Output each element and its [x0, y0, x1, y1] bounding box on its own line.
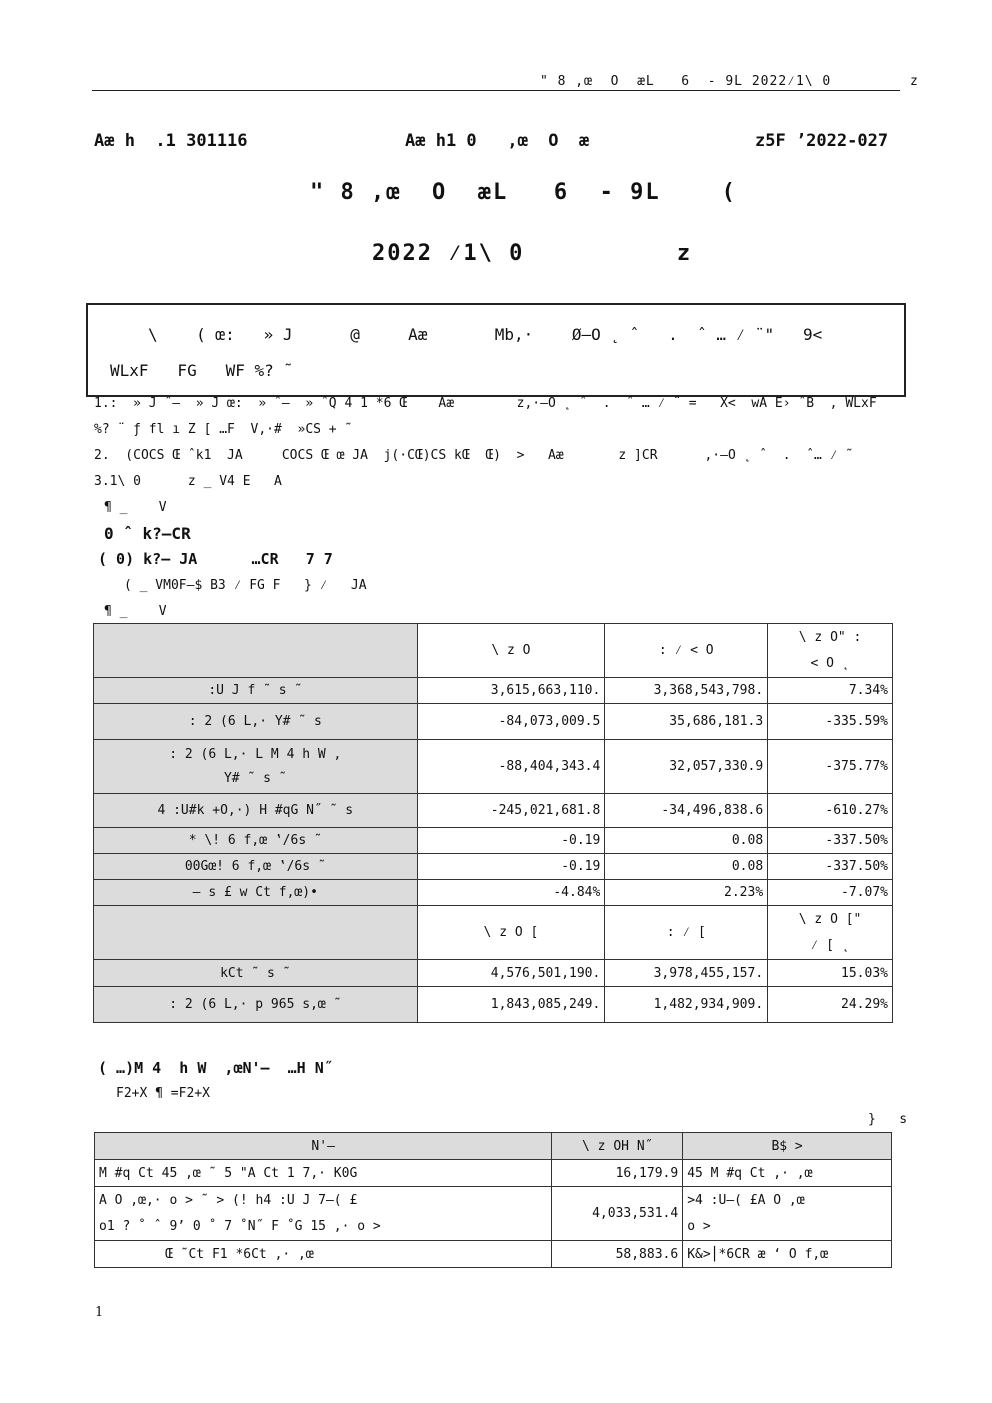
table-row — [94, 704, 893, 740]
item-name: A O ,œ,· o > ˜ > (! h4 :U J 7–( £ o1 ? ˚ ˆ 9’ 0 ˚ 7 ˚N˝ F ˚G 15 ,· o > — [95, 1187, 552, 1241]
non-recurring-items-table — [94, 1132, 892, 1268]
table-header-cell: \ z OH N˝ — [552, 1133, 683, 1160]
change-value: -7.07% — [768, 880, 893, 906]
item-description: K&>⎪*6CR æ ‘ O f,œ — [683, 1241, 892, 1268]
table-row — [94, 880, 893, 906]
page-number: 1 — [95, 1305, 104, 1320]
table-row — [95, 1187, 892, 1241]
change-value: 24.29% — [768, 987, 893, 1023]
row-label: 00Gœ! 6 f,œ ‛/6s ˜ — [94, 854, 418, 880]
notice-box — [86, 303, 906, 397]
table-row — [95, 1160, 892, 1187]
header-rule — [92, 90, 900, 91]
item-amount: 16,179.9 — [552, 1160, 683, 1187]
paragraph-2-cont: 3.1\ 0 z _ V4 E A — [94, 474, 282, 489]
table-header-cell: : ⁄ < O — [605, 624, 768, 678]
change-value: -335.59% — [768, 704, 893, 740]
item-name: Œ ˜Ct F1 *6Ct ,· ,œ — [95, 1241, 552, 1268]
item-amount: 4,033,531.4 — [552, 1187, 683, 1241]
current-value: -0.19 — [417, 854, 605, 880]
unit-note: ¶ _ V — [104, 500, 167, 515]
change-value: -610.27% — [768, 794, 893, 828]
section-heading-1: 0 ˆ k?–CR — [104, 524, 191, 543]
notice-line1: \ ( œ: » J @ Aæ Mb,· Ø–O ˛ ˆ . ˆ … ⁄ ¨" 9< — [148, 325, 823, 344]
section2-unit: } s — [868, 1112, 908, 1127]
current-value: -0.19 — [417, 828, 605, 854]
table-row — [95, 1241, 892, 1268]
table-header-cell: \ z O — [417, 624, 605, 678]
current-value: -88,404,343.4 — [417, 740, 605, 794]
table-header-row — [94, 906, 893, 960]
row-label: * \! 6 f,œ ‛/6s ˜ — [94, 828, 418, 854]
change-value: -375.77% — [768, 740, 893, 794]
prior-value: 1,482,934,909. — [605, 987, 768, 1023]
table-row — [94, 960, 893, 987]
stock-code: Aæ h .1 301116 — [94, 131, 248, 151]
row-label: kCt ˜ s ˜ — [94, 960, 418, 987]
table-header-cell: : ⁄ [ — [605, 906, 768, 960]
change-value: 7.34% — [768, 678, 893, 704]
row-label: : 2 (6 L,· Y# ˜ s — [94, 704, 418, 740]
table-header-cell: B$ > — [683, 1133, 892, 1160]
financial-data-table — [93, 623, 893, 1023]
item-description: 45 M #q Ct ,· ,œ — [683, 1160, 892, 1187]
item-amount: 58,883.6 — [552, 1241, 683, 1268]
table-row — [94, 854, 893, 880]
current-value: 3,615,663,110. — [417, 678, 605, 704]
change-value: -337.50% — [768, 828, 893, 854]
prior-value: -34,496,838.6 — [605, 794, 768, 828]
prior-value: 2.23% — [605, 880, 768, 906]
table-header-cell: \ z O" : < O ˛ — [768, 624, 893, 678]
section1-unit: ¶ _ V — [104, 604, 167, 619]
change-value: -337.50% — [768, 854, 893, 880]
current-value: -4.84% — [417, 880, 605, 906]
section2-note: F2+X ¶ =F2+X — [116, 1086, 210, 1101]
prior-value: 0.08 — [605, 828, 768, 854]
row-label: 4 :U#k +O,·) H #qG N˝ ˜ s — [94, 794, 418, 828]
document-title-line2: 2022 ⁄1\ 0 z — [372, 241, 693, 266]
table-row — [94, 794, 893, 828]
table-row — [94, 740, 893, 794]
table-row — [94, 678, 893, 704]
announcement-number: z5F ’2022-027 — [755, 131, 889, 151]
paragraph-1-cont: %? ¨ ƒ fl ı Z [ …F V,·# »CS + ˜ — [94, 422, 353, 437]
prior-value: 32,057,330.9 — [605, 740, 768, 794]
item-description: >4 :U–( £A O ,œ o > — [683, 1187, 892, 1241]
current-value: -84,073,009.5 — [417, 704, 605, 740]
section1-note: ( _ VM0F–$ B3 ⁄ FG F } ⁄ JA — [124, 578, 367, 593]
running-header-right: z — [910, 74, 918, 89]
current-value: 4,576,501,190. — [417, 960, 605, 987]
row-label: :U J f ˜ s ˜ — [94, 678, 418, 704]
prior-value: 3,368,543,798. — [605, 678, 768, 704]
subsection-heading-2: ( …)M 4 h W ,œN'– …H N˝ — [98, 1059, 333, 1077]
paragraph-2: 2. (COCS Œ ˆk1 JA COCS Œ œ JA j(·CŒ)CS kŒ Œ) > Aæ z ]CR ,·–O ˛ ˆ . ˆ… ⁄ ˜ — [94, 448, 854, 463]
row-label: : 2 (6 L,· p 965 s,œ ˜ — [94, 987, 418, 1023]
item-name: M #q Ct 45 ,œ ˜ 5 "A Ct 1 7,· K0G — [95, 1160, 552, 1187]
current-value: 1,843,085,249. — [417, 987, 605, 1023]
table-row — [94, 828, 893, 854]
subsection-heading-1: ( 0) k?– JA …CR 7 7 — [98, 550, 333, 568]
prior-value: 3,978,455,157. — [605, 960, 768, 987]
table-header-cell: \ z O [" ⁄ [ ˛ — [768, 906, 893, 960]
table-row — [94, 987, 893, 1023]
row-label: — s £ w Ct f,œ)• — [94, 880, 418, 906]
notice-line2: WLxF FG WF %? ˜ — [110, 361, 294, 380]
paragraph-1: 1.: » J ˆ– » J œ: » ˆ– » ˆQ 4 1 *6 Œ Aæ z,·–O ˛ ˆ . ˆ … ⁄ ¨ = X< wA E› ˆB , WLxF — [94, 396, 877, 411]
table-header-cell — [94, 906, 418, 960]
prior-value: 0.08 — [605, 854, 768, 880]
table-header-cell — [94, 624, 418, 678]
row-label: : 2 (6 L,· L M 4 h W , Y# ˜ s ˜ — [94, 740, 418, 794]
table-header-cell: \ z O [ — [417, 906, 605, 960]
stock-name: Aæ h1 0 ,œ O æ — [405, 131, 590, 151]
table-header-row — [95, 1133, 892, 1160]
running-header-title: " 8 ,œ O æL 6 - 9L 2022⁄1\ 0 — [540, 74, 832, 89]
document-title-line1: " 8 ,œ O æL 6 - 9L ( — [310, 180, 737, 205]
current-value: -245,021,681.8 — [417, 794, 605, 828]
prior-value: 35,686,181.3 — [605, 704, 768, 740]
change-value: 15.03% — [768, 960, 893, 987]
table-header-row — [94, 624, 893, 678]
table-header-cell: N'– — [95, 1133, 552, 1160]
